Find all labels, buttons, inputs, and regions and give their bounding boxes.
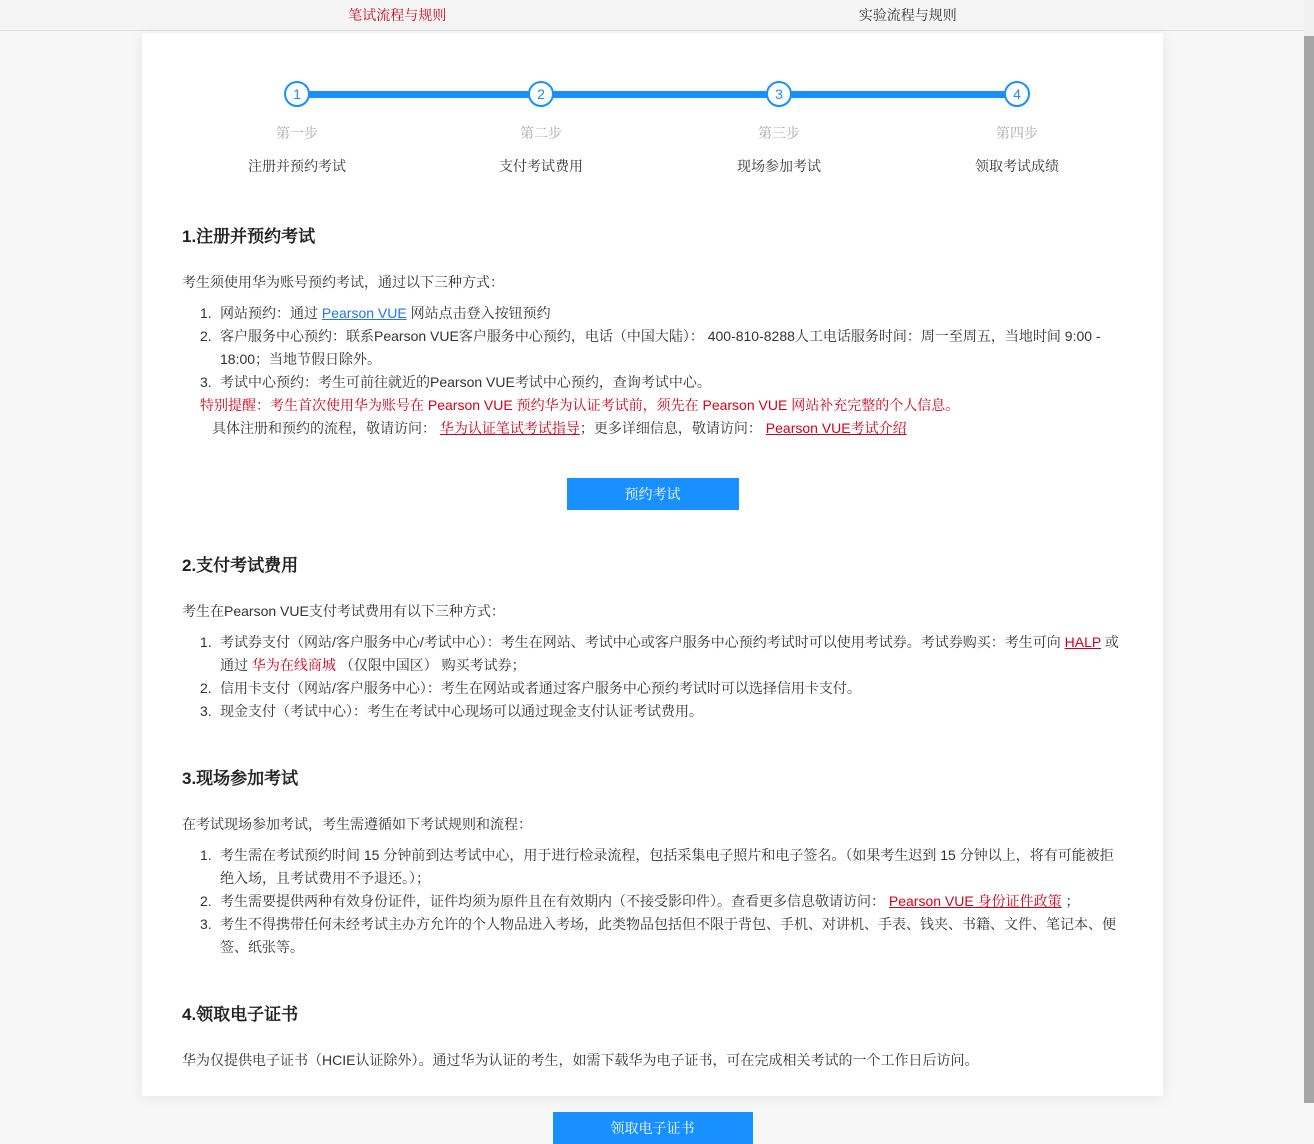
written-exam-guide-link[interactable]: 华为认证笔试考试指导 (439, 420, 580, 436)
list-item-number: 2. (200, 328, 212, 344)
step-4-circle: 4 (1004, 81, 1030, 107)
huawei-store-link[interactable]: 华为在线商城 (251, 657, 336, 673)
step-3-circle: 3 (766, 81, 792, 107)
section-2-list (200, 631, 1123, 723)
text-segment: 具体注册和预约的流程，敬请访问： (212, 420, 440, 436)
process-stepper (182, 81, 1123, 179)
list-item (200, 371, 1123, 394)
section-1-list (200, 302, 1123, 394)
step-2-label: 第二步 (520, 125, 562, 141)
text-segment: 现金支付（考试中心）：考生在考试中心现场可以通过现金支付认证考试费用。 (220, 703, 703, 719)
list-item (200, 700, 1123, 723)
content-card (142, 33, 1163, 1136)
step-1-circle: 1 (284, 81, 310, 107)
stepper-step-1 (207, 81, 387, 176)
halp-link[interactable]: HALP (1064, 634, 1101, 650)
section-pay-exam-fee (182, 554, 1123, 723)
text-segment: 考试券支付（网站/客户服务中心/考试中心）：考生在网站、考试中心或客户服务中心预约考试时可以使用考试券。考试券购买：考生可向 (220, 634, 1065, 650)
section-register-and-book (182, 225, 1123, 510)
section-1-intro: 考生须使用华为账号预约考试，通过以下三种方式： (182, 274, 504, 290)
section-2-heading: 2.支付考试费用 (182, 556, 299, 575)
list-item-text (220, 328, 1101, 367)
section-3-heading: 3.现场参加考试 (182, 769, 299, 788)
list-item-number: 3. (200, 703, 212, 719)
step-4-label: 第四步 (996, 125, 1038, 141)
text-segment: 考生不得携带任何未经考试主办方允许的个人物品进入考场，此类物品包括但不限于背包、手机、对讲机、手表、钱夹、书籍、文件、笔记本、便签、纸张等。 (220, 916, 1116, 955)
list-item-text (220, 916, 1116, 955)
list-item (200, 844, 1123, 890)
text-segment: 网站预约：通过 (220, 305, 322, 321)
text-segment: （仅限中国区） 购买考试券； (335, 657, 526, 673)
list-item (200, 302, 1123, 325)
list-item (200, 325, 1123, 371)
section-4-intro: 华为仅提供电子证书（HCIE认证除外）。通过华为认证的考生，如需下载华为电子证书，可在完成相关考试的一个工作日后访问。 (182, 1052, 979, 1068)
list-item-number: 2. (200, 680, 212, 696)
section-attend-exam-onsite (182, 767, 1123, 959)
section-3-list (200, 844, 1123, 959)
text-segment: ；更多详细信息，敬请访问： (579, 420, 766, 436)
list-item (200, 631, 1123, 677)
section-1-heading: 1.注册并预约考试 (182, 227, 316, 246)
book-exam-button[interactable]: 预约考试 (567, 478, 739, 510)
section-4-heading: 4.领取电子证书 (182, 1005, 299, 1024)
registration-detail-text (212, 417, 1123, 440)
text-segment: 考生需要提供两种有效身份证件，证件均须为原件且在有效期内（不接受影印件）。查看更多信息敬请访问： (220, 893, 889, 909)
step-3-label: 第三步 (758, 125, 800, 141)
list-item-text (220, 893, 1080, 909)
list-item-number: 1. (200, 634, 212, 650)
list-item-number: 1. (200, 305, 212, 321)
tab-written-exam-process[interactable]: 笔试流程与规则 (348, 7, 447, 23)
text-segment: 客户服务中心预约：联系Pearson VUE客户服务中心预约，电话（中国大陆）： 400-810-8288人工电话服务时间：周一至周五，当地时间 9:00 - 18:00；当地节假日除外。 (220, 328, 1101, 367)
pearson-vue-link[interactable]: Pearson VUE (321, 305, 407, 321)
step-1-label: 第一步 (276, 125, 318, 141)
list-item-number: 1. (200, 847, 212, 863)
text-segment: 考生需在考试预约时间 15 分钟前到达考试中心，用于进行检录流程，包括采集电子照片和电子签名。（如果考生迟到 15 分钟以上，将有可能被拒绝入场，且考试费用不予退还。）； (220, 847, 1114, 886)
list-item-number: 3. (200, 916, 212, 932)
vertical-scrollbar-thumb[interactable] (1304, 36, 1314, 1103)
tab-lab-exam-process[interactable]: 实验流程与规则 (858, 7, 957, 23)
list-item-number: 2. (200, 893, 212, 909)
list-item-text (220, 703, 703, 719)
list-item-text (220, 847, 1114, 886)
text-segment: ； (1061, 893, 1080, 909)
list-item (200, 890, 1123, 913)
text-segment: 网站点击登入按钮预约 (406, 305, 551, 321)
list-item-text (220, 374, 711, 390)
list-item (200, 913, 1123, 959)
top-tab-bar (0, 0, 1314, 31)
list-item-text (220, 634, 1119, 673)
text-segment: 信用卡支付（网站/客户服务中心）：考生在网站或者通过客户服务中心预约考试时可以选择信用卡支付。 (220, 680, 861, 696)
list-item-text (220, 305, 551, 321)
get-certificate-button[interactable]: 领取电子证书 (553, 1112, 753, 1144)
pearson-vue-intro-link[interactable]: Pearson VUE考试介绍 (765, 420, 907, 436)
list-item-number: 3. (200, 374, 212, 390)
section-2-intro: 考生在Pearson VUE支付考试费用有以下三种方式： (182, 603, 505, 619)
section-get-e-certificate (182, 1003, 1123, 1144)
vertical-scrollbar-track[interactable] (1304, 0, 1314, 1103)
text-segment: 或通过 (220, 634, 1119, 673)
step-3-name: 现场参加考试 (737, 158, 821, 174)
step-2-circle: 2 (528, 81, 554, 107)
text-segment: 考试中心预约：考生可前往就近的Pearson VUE考试中心预约，查询考试中心。 (220, 374, 711, 390)
tab-bar-inner (142, 0, 1163, 31)
list-item-text (220, 680, 861, 696)
step-4-name: 领取考试成绩 (975, 158, 1059, 174)
stepper-track-line (297, 91, 1017, 98)
step-1-name: 注册并预约考试 (248, 158, 346, 174)
special-reminder-text: 特别提醒：考生首次使用华为账号在 Pearson VUE 预约华为认证考试前，须先在 Pearson VUE 网站补充完整的个人信息。 (200, 397, 960, 413)
stepper-step-4 (927, 81, 1107, 176)
stepper-step-2 (451, 81, 631, 176)
id-policy-link[interactable]: Pearson VUE 身份证件政策 (888, 893, 1062, 909)
section-3-intro: 在考试现场参加考试，考生需遵循如下考试规则和流程： (182, 816, 532, 832)
step-2-name: 支付考试费用 (499, 158, 583, 174)
stepper-step-3 (689, 81, 869, 176)
list-item (200, 677, 1123, 700)
